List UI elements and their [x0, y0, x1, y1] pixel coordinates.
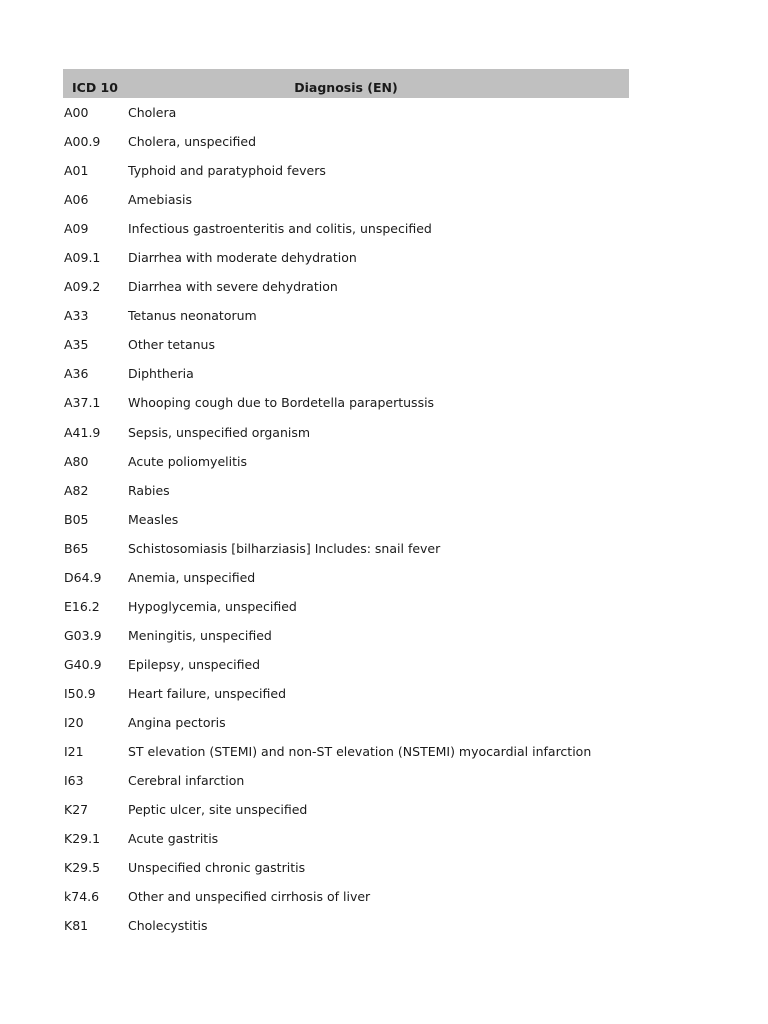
table-row	[63, 214, 629, 243]
table-row	[63, 534, 629, 563]
diagnosis-text: Hypoglycemia, unspecified	[128, 598, 297, 614]
diagnosis-text: Cholera, unspecified	[128, 134, 257, 150]
diagnosis-text: Peptic ulcer, site unspecified	[128, 802, 308, 818]
header-diagnosis: Diagnosis (EN)	[294, 80, 398, 95]
table-row	[63, 766, 629, 795]
diagnosis-text: Schistosomiasis [bilharziasis] Includes: snail fever	[128, 540, 441, 556]
table-body	[63, 98, 629, 940]
table-row	[63, 272, 629, 301]
icd-code: A00	[64, 105, 89, 121]
table-row	[63, 563, 629, 592]
table-row	[63, 505, 629, 534]
table-row	[63, 359, 629, 388]
diagnosis-text: Epilepsy, unspecified	[128, 656, 261, 672]
icd-code: B65	[64, 540, 89, 556]
table-row	[63, 621, 629, 650]
icd-code: A35	[64, 337, 89, 353]
diagnosis-text: Other tetanus	[128, 337, 215, 353]
diagnosis-text: Diphtheria	[128, 366, 194, 382]
header-icd10: ICD 10	[72, 80, 118, 95]
table-row	[63, 708, 629, 737]
icd-code: A80	[64, 453, 89, 469]
icd-code: A33	[64, 308, 89, 324]
diagnosis-text: Cholecystitis	[128, 918, 208, 934]
icd10-table	[63, 69, 629, 940]
table-row	[63, 476, 629, 505]
diagnosis-text: Acute gastritis	[128, 831, 219, 847]
diagnosis-text: Acute poliomyelitis	[128, 453, 247, 469]
table-row	[63, 127, 629, 156]
icd-code: I63	[64, 773, 84, 789]
table-row	[63, 447, 629, 476]
icd-code: A06	[64, 192, 89, 208]
table-row	[63, 156, 629, 185]
icd-code: k74.6	[64, 889, 100, 905]
diagnosis-text: ST elevation (STEMI) and non-ST elevation (NSTEMI) myocardial infarction	[128, 744, 592, 760]
icd-code: D64.9	[64, 569, 102, 585]
diagnosis-text: Rabies	[128, 482, 170, 498]
diagnosis-text: Diarrhea with moderate dehydration	[128, 250, 357, 266]
icd-code: A09.2	[64, 279, 101, 295]
table-header	[63, 69, 629, 98]
table-row	[63, 679, 629, 708]
icd-code: A37.1	[64, 395, 101, 411]
icd-code: A36	[64, 366, 89, 382]
table-row	[63, 418, 629, 447]
diagnosis-text: Whooping cough due to Bordetella parapertussis	[128, 395, 435, 411]
diagnosis-text: Typhoid and paratyphoid fevers	[128, 163, 326, 179]
icd-code: I20	[64, 715, 84, 730]
table-row	[63, 301, 629, 330]
diagnosis-text: Heart failure, unspecified	[128, 685, 287, 701]
diagnosis-text: Infectious gastroenteritis and colitis, unspecified	[128, 221, 432, 237]
icd-code: A00.9	[64, 134, 101, 150]
icd-code: A09	[64, 221, 89, 237]
table-row	[63, 737, 629, 766]
icd-code: A01	[64, 163, 89, 179]
icd-code: B05	[64, 511, 89, 527]
table-row	[63, 853, 629, 882]
diagnosis-text: Tetanus neonatorum	[128, 308, 257, 324]
diagnosis-text: Meningitis, unspecified	[128, 627, 272, 643]
diagnosis-text: Unspecified chronic gastritis	[128, 860, 306, 876]
table-row	[63, 795, 629, 824]
icd-code: A41.9	[64, 424, 101, 440]
table-row	[63, 98, 629, 127]
icd-code: I50.9	[64, 685, 96, 701]
icd-code: I21	[64, 744, 84, 760]
icd-code: E16.2	[64, 598, 100, 614]
table-row	[63, 388, 629, 417]
diagnosis-text: Diarrhea with severe dehydration	[128, 279, 338, 295]
diagnosis-text: Amebiasis	[128, 192, 192, 208]
icd-code: G40.9	[64, 656, 102, 672]
table-row	[63, 185, 629, 214]
icd-code: A09.1	[64, 250, 101, 266]
icd-code: A82	[64, 482, 89, 498]
table-row	[63, 911, 629, 940]
table-row	[63, 592, 629, 621]
diagnosis-text: Angina pectoris	[128, 715, 226, 730]
diagnosis-text: Sepsis, unspecified organism	[128, 424, 311, 440]
diagnosis-text: Other and unspecified cirrhosis of liver	[128, 889, 371, 905]
icd-code: K29.5	[64, 860, 101, 876]
table-row	[63, 824, 629, 853]
table-row	[63, 882, 629, 911]
icd-code: K81	[64, 918, 89, 934]
diagnosis-text: Cholera	[128, 105, 177, 121]
icd-code: K27	[64, 802, 89, 818]
table-row	[63, 330, 629, 359]
diagnosis-text: Anemia, unspecified	[128, 569, 256, 585]
icd-code: K29.1	[64, 831, 101, 847]
diagnosis-text: Cerebral infarction	[128, 773, 245, 789]
table-row	[63, 243, 629, 272]
table-row	[63, 650, 629, 679]
diagnosis-text: Measles	[128, 511, 179, 527]
icd-code: G03.9	[64, 627, 102, 643]
